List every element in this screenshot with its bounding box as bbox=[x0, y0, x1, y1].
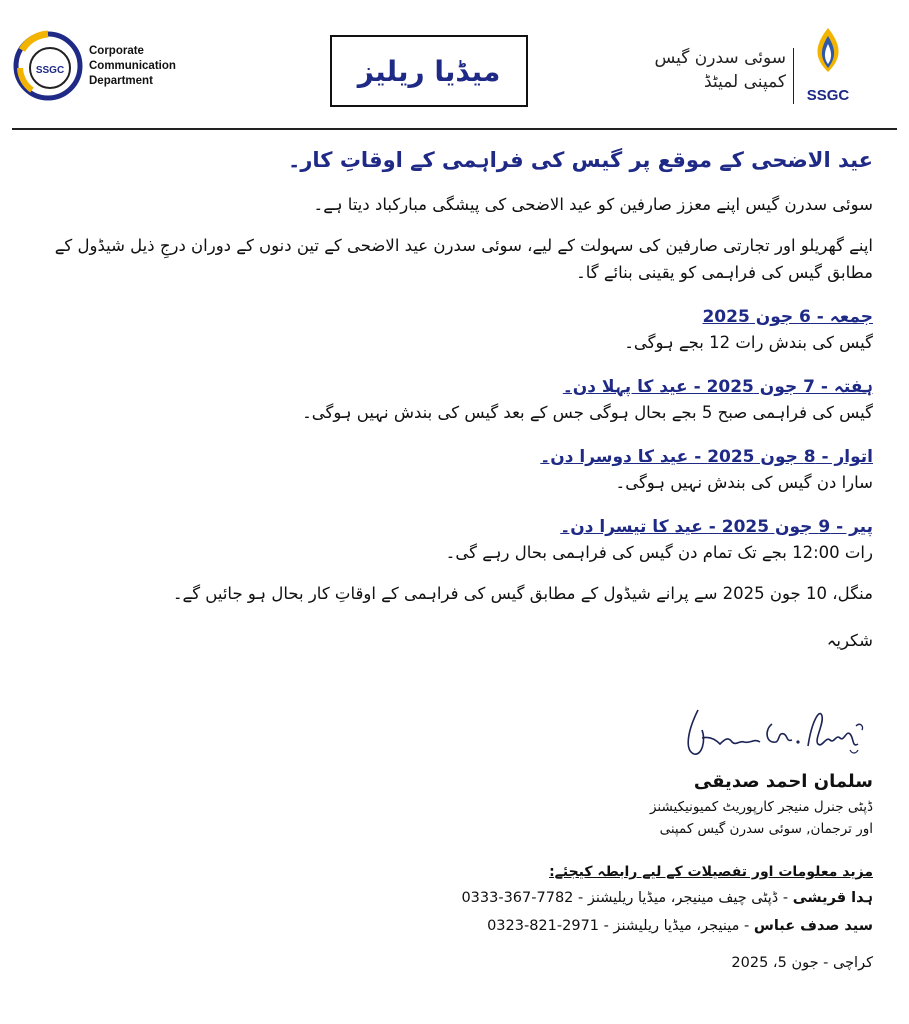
ssgc-logo-left bbox=[12, 28, 84, 104]
schedule-day-heading: ہفتہ - 7 جون 2025 - عید کا پہلا دن۔ bbox=[562, 377, 873, 397]
company-urdu-name: سوئی سدرن گیس کمپنی لمیٹڈ bbox=[654, 48, 786, 92]
contact-phone: 0333-367-7782 bbox=[461, 890, 574, 906]
left-logo-text: SSGC bbox=[35, 65, 65, 76]
schedule-item bbox=[43, 444, 873, 496]
ssgc-flame-logo bbox=[800, 26, 856, 106]
letterhead bbox=[0, 0, 909, 132]
release-content bbox=[43, 145, 873, 661]
greeting-paragraph: سوئی سدرن گیس اپنے معزز صارفین کو عید الاضحی کی پیشگی مبارکباد دیتا ہے۔ bbox=[313, 195, 873, 214]
contact-heading: مزید معلومات اور تفصیلات کے لیے رابطہ کیجئے: bbox=[549, 864, 873, 880]
schedule-day-text: سارا دن گیس کی بندش نہیں ہوگی۔ bbox=[615, 473, 873, 492]
signer-name: سلمان احمد صدیقی bbox=[693, 771, 873, 792]
handwritten-signature bbox=[680, 700, 870, 762]
schedule-day-text: رات 12:00 بجے تک تمام دن گیس کی فراہمی بحال رہے گی۔ bbox=[445, 543, 873, 562]
contact-name: ہدا قریشی bbox=[792, 890, 873, 906]
contact-title: - ڈپٹی چیف مینیجر، میڈیا ریلیشنز - bbox=[578, 890, 789, 906]
thanks-text: شکریہ bbox=[826, 631, 873, 650]
signer-role: ڈپٹی جنرل منیجر کارپوریٹ کمیونیکیشنز bbox=[649, 799, 873, 815]
signer-role: اور ترجمان, سوئی سدرن گیس کمپنی bbox=[659, 821, 873, 837]
header-rule bbox=[12, 128, 897, 130]
right-logo-text: SSGC bbox=[806, 87, 850, 104]
signer-block bbox=[650, 768, 873, 840]
contact-person bbox=[313, 884, 873, 912]
schedule-day-text: گیس کی فراہمی صبح 5 بجے بحال ہوگی جس کے بعد گیس کی بندش نہیں ہوگی۔ bbox=[302, 403, 873, 422]
headline: عید الاضحی کے موقع پر گیس کی فراہمی کے اوقاتِ کار۔ bbox=[288, 148, 873, 172]
closing-paragraph: منگل، 10 جون 2025 سے پرانے شیڈول کے مطابق گیس کی فراہمی کے اوقاتِ کار بحال ہو جائیں گے۔ bbox=[172, 584, 873, 603]
schedule-day-text: گیس کی بندش رات 12 بجے ہوگی۔ bbox=[624, 333, 873, 352]
contact-block bbox=[313, 860, 873, 940]
contact-name: سید صدف عباس bbox=[753, 918, 873, 934]
contact-person bbox=[313, 912, 873, 940]
place-date: کراچی - جون 5، 2025 bbox=[731, 955, 873, 971]
schedule-item bbox=[43, 304, 873, 356]
intro-paragraph: اپنے گھریلو اور تجارتی صارفین کی سہولت کے لیے، سوئی سدرن عید الاضحی کے تین دنوں کے دوران درجِ ذیل شیڈول کے مطابق گیس کی فراہمی کو یقینی بنائے گا۔ bbox=[54, 236, 873, 282]
contact-title: - مینیجر، میڈیا ریلیشنز - bbox=[603, 918, 750, 934]
schedule-item bbox=[43, 374, 873, 426]
schedule-day-heading: جمعہ - 6 جون 2025 bbox=[702, 307, 873, 327]
media-release-title-box bbox=[330, 35, 528, 107]
department-name: Corporate Communication Department bbox=[89, 45, 176, 87]
logo-divider bbox=[793, 48, 794, 104]
schedule-day-heading: پیر - 9 جون 2025 - عید کا تیسرا دن۔ bbox=[560, 517, 873, 537]
contact-phone: 0323-821-2971 bbox=[487, 918, 600, 934]
media-release-title: میڈیا ریلیز bbox=[357, 54, 501, 88]
schedule-item bbox=[43, 514, 873, 566]
schedule-day-heading: اتوار - 8 جون 2025 - عید کا دوسرا دن۔ bbox=[540, 447, 873, 467]
